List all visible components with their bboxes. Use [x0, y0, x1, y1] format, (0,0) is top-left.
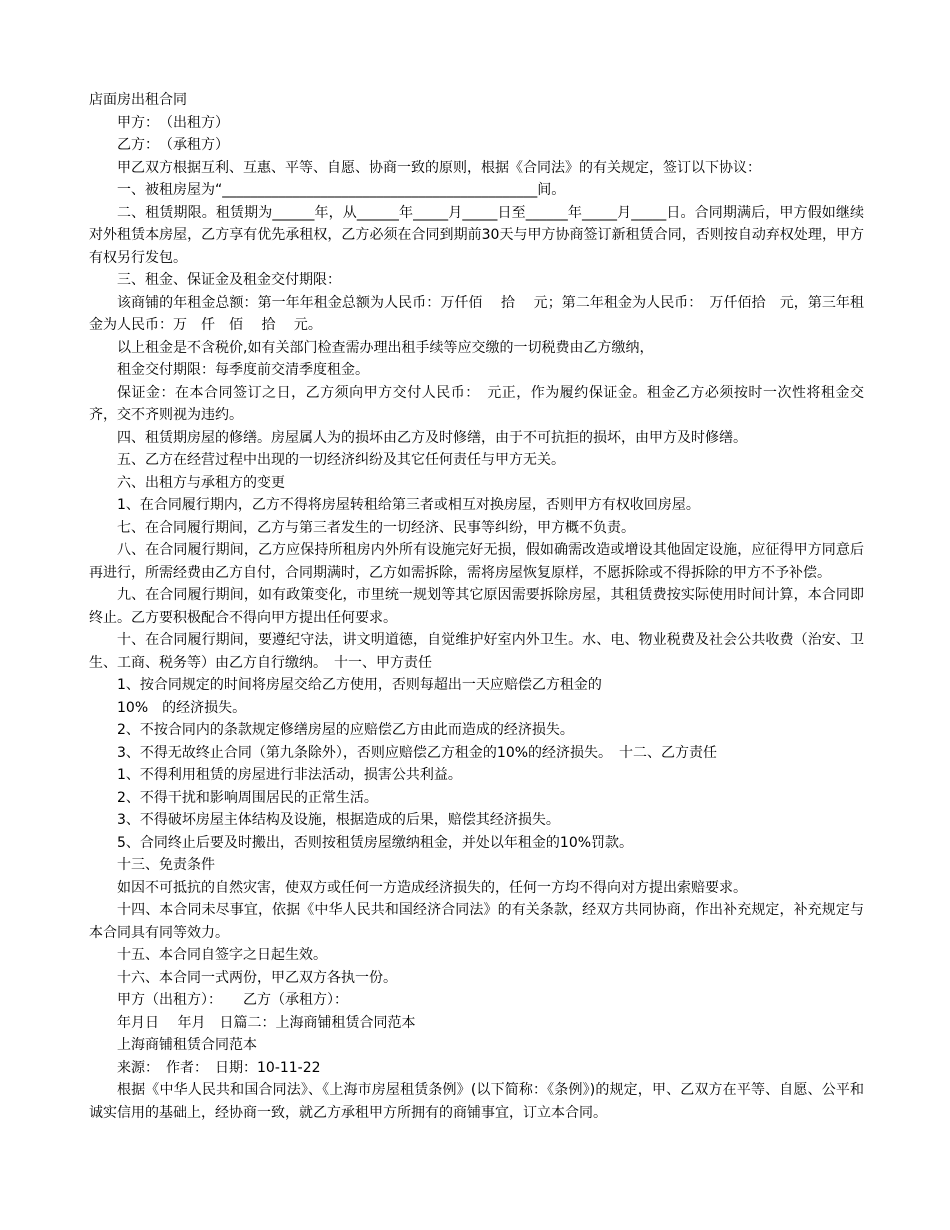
- clause-12-item-5: 5、合同终止后要及时搬出，否则按租赁房屋缴纳租金，并处以年租金的10%罚款。: [117, 834, 634, 851]
- clause-1: 一、被租房屋为“_____________________________________________间。: [117, 182, 566, 198]
- clause-8: 八、在合同履行期间，乙方应保持所租房内外所有设施完好无损，假如确需改造或增设其他固定设施，应征得甲方同意后再进行，所需经费由乙方自付，合同期满时，乙方如需拆除，需将房屋恢复原样，不愿拆除或不得拆除的甲方不予补偿。: [89, 542, 864, 581]
- clause-2: 二、租赁期限。租赁期为______年，从______年_____月_____日至______年_____月_____日。合同期满后，甲方假如继续对外租赁本房屋，乙方享有优先承租权，乙方必须在合同到期前30天与甲方协商签订新租赁合同，否则按自动弃权处理，甲方有权另行发包。: [89, 204, 864, 266]
- second-doc-preamble: 根据《中华人民共和国合同法》、《上海市房屋租赁条例》(以下简称：《条例》)的规定，甲、乙双方在平等、自愿、公平和诚实信用的基础上，经协商一致，就乙方承租甲方所拥有的商铺事宜，订立本合同。: [89, 1082, 864, 1121]
- party-a: 甲方： （出租方）: [117, 114, 229, 131]
- clause-6-item-1: 1、在合同履行期内，乙方不得将房屋转租给第三者或相互对换房屋，否则甲方有权收回房屋。: [117, 497, 700, 513]
- clause-13-body: 如因不可抵抗的自然灾害，使双方或任何一方造成经济损失的，任何一方均不得向对方提出索赔要求。: [117, 879, 747, 896]
- clause-16: 十六、本合同一式两份，甲乙双方各执一份。: [117, 969, 397, 986]
- clause-12-item-2: 2、不得干扰和影响周围居民的正常生活。: [117, 789, 378, 806]
- clause-3-heading: 三、租金、保证金及租金交付期限：: [117, 272, 341, 288]
- clause-15: 十五、本合同自签字之日起生效。: [117, 947, 327, 963]
- party-b: 乙方： （承租方）: [117, 137, 229, 153]
- clause-13-heading: 十三、免责条件: [117, 857, 215, 873]
- clause-11-item-1-cont: 10% 的经济损失。: [117, 699, 247, 716]
- document-page: [89, 89, 864, 1124]
- clause-5: 五、乙方在经营过程中出现的一切经济纠纷及其它任何责任与甲方无关。: [117, 452, 565, 468]
- signature-parties: 甲方（出租方）： 乙方（承租方）：: [117, 992, 348, 1008]
- document-title: 店面房出租合同: [89, 92, 187, 108]
- rent-payment-term: 租金交付期限：每季度前交清季度租金。: [117, 362, 369, 378]
- signature-dates: 年月日 年月 日篇二：上海商铺租赁合同范本: [117, 1014, 416, 1031]
- clause-4: 四、租赁期房屋的修缮。房屋属人为的损坏由乙方及时修缮，由于不可抗拒的损坏，由甲方及时修缮。: [117, 429, 747, 446]
- clause-11-item-3: 3、不得无故终止合同（第九条除外），否则应赔偿乙方租金的10%的经济损失。 十二、乙方责任: [117, 744, 718, 761]
- clause-12-item-3: 3、不得破坏房屋主体结构及设施，根据造成的后果，赔偿其经济损失。: [117, 812, 560, 828]
- clause-9: 九、在合同履行期间，如有政策变化，市里统一规划等其它原因需要拆除房屋，其租赁费按实际使用时间计算，本合同即终止。乙方要积极配合不得向甲方提出任何要求。: [89, 587, 864, 626]
- preamble: 甲乙双方根据互利、互惠、平等、自愿、协商一致的原则，根据《合同法》的有关规定，签订以下协议：: [117, 159, 761, 176]
- clause-11-item-2: 2、不按合同内的条款规定修缮房屋的应赔偿乙方由此而造成的经济损失。: [117, 722, 574, 738]
- clause-6-heading: 六、出租方与承租方的变更: [117, 474, 285, 491]
- clause-7: 七、在合同履行期间，乙方与第三者发生的一切经济、民事等纠纷，甲方概不负责。: [117, 519, 635, 536]
- second-doc-meta: 来源： 作者： 日期：10-11-22: [117, 1059, 321, 1076]
- deposit-clause: 保证金：在本合同签订之日，乙方须向甲方交付人民币： 元正，作为履约保证金。租金乙方必须按时一次性将租金交齐，交不齐则视为违约。: [89, 384, 864, 423]
- clause-11-item-1: 1、按合同规定的时间将房屋交给乙方使用，否则每超出一天应赔偿乙方租金的: [117, 677, 602, 693]
- clause-12-item-1: 1、不得利用租赁的房屋进行非法活动，损害公共利益。: [117, 767, 462, 783]
- rent-tax-note: 以上租金是不含税价,如有关部门检查需办理出租手续等应交缴的一切税费由乙方缴纳，: [117, 339, 654, 356]
- annual-rent: 该商铺的年租金总额：第一年年租金总额为人民币：万仟佰 拾 元；第二年租金为人民币： 万仟佰拾 元，第三年租金为人民币：万 仟 佰 拾 元。: [89, 294, 864, 333]
- second-doc-title: 上海商铺租赁合同范本: [117, 1037, 257, 1053]
- clause-14: 十四、本合同未尽事宜，依据《中华人民共和国经济合同法》的有关条款，经双方共同协商，作出补充规定，补充规定与本合同具有同等效力。: [89, 902, 864, 941]
- clause-10: 十、在合同履行期间，要遵纪守法，讲文明道德，自觉维护好室内外卫生。水、电、物业税费及社会公共收费（治安、卫生、工商、税务等）由乙方自行缴纳。 十一、甲方责任: [89, 632, 864, 671]
